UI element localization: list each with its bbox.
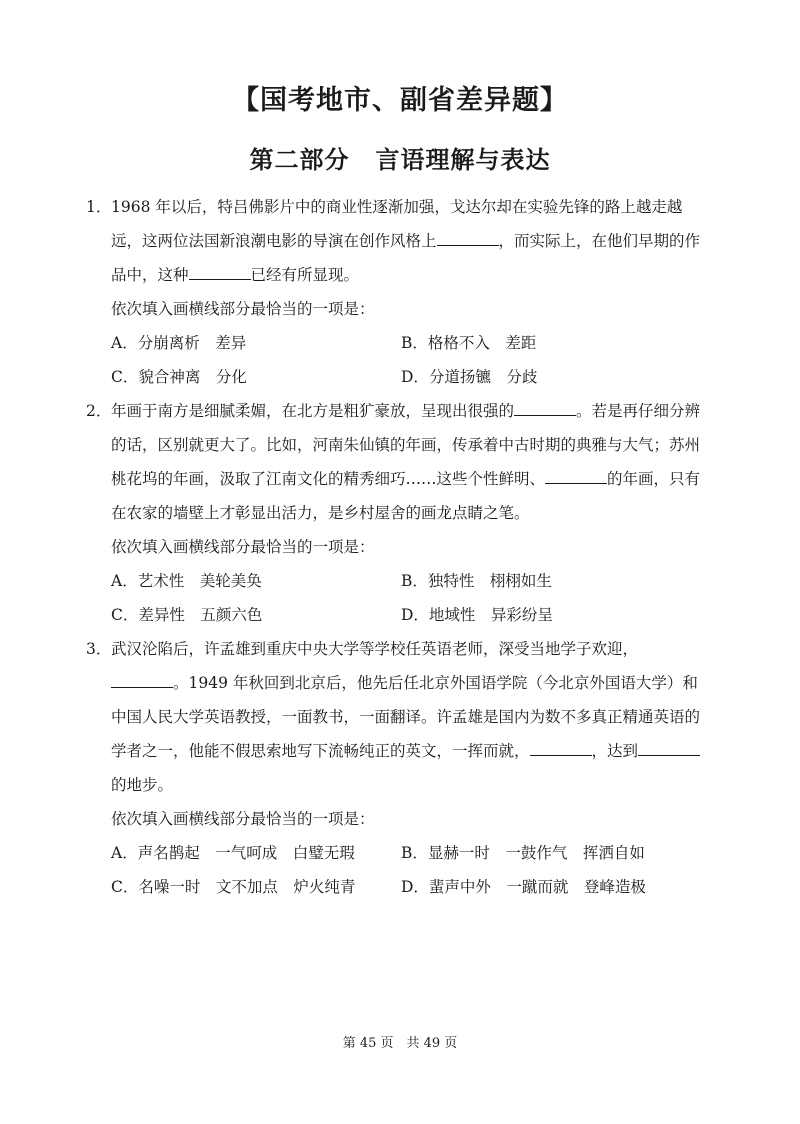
question-text: 中国人民大学英语教授，一面教书，一面翻译。许孟雄是国内为数不多真正精通英语的 — [111, 708, 701, 726]
section-heading — [0, 140, 800, 175]
answer-option-a: A．声名鹊起 一气呵成 白璧无瑕 — [111, 844, 355, 862]
answer-option-b: B．显赫一时 一鼓作气 挥洒自如 — [401, 844, 645, 862]
fill-blank — [545, 465, 607, 484]
question-text-line — [86, 700, 746, 734]
answer-options — [86, 326, 746, 394]
question-instruction: 依次填入画横线部分最恰当的一项是： — [111, 300, 375, 318]
question-text: 在农家的墙壁上才彰显出活力，是乡村屋舍的画龙点睛之笔。 — [111, 504, 530, 522]
answer-option-a: A．艺术性 美轮美奂 — [111, 572, 262, 590]
question-text-line — [86, 768, 746, 802]
question-text-line — [86, 496, 746, 530]
question-number: 2． — [86, 402, 112, 420]
question-instruction: 依次填入画横线部分最恰当的一项是： — [111, 538, 375, 556]
answer-option-d: D．蜚声中外 一蹴而就 登峰造极 — [401, 878, 646, 896]
fill-blank — [437, 227, 499, 246]
answer-option-b: B．格格不入 差距 — [401, 334, 537, 352]
question-text-line — [86, 190, 746, 224]
question-text-line — [86, 428, 746, 462]
question-list — [86, 190, 746, 904]
question-text: 年画于南方是细腻柔媚，在北方是粗犷豪放，呈现出很强的 — [111, 402, 515, 420]
fill-blank — [189, 261, 251, 280]
section-name: 言语理解与表达 — [375, 146, 551, 174]
question-text: 已经有所显现。 — [250, 266, 360, 284]
fill-blank — [638, 737, 700, 756]
answer-option-b: B．独特性 栩栩如生 — [401, 572, 552, 590]
question-text: 武汉沦陷后，许孟雄到重庆中央大学等学校任英语老师，深受当地学子欢迎， — [111, 640, 639, 658]
question-text: 品中，这种 — [111, 266, 189, 284]
question-text: 远，这两位法国新浪潮电影的导演在创作风格上 — [111, 232, 437, 250]
question-text-line — [86, 462, 746, 496]
question-number: 1． — [86, 198, 112, 216]
question-text: 学者之一，他能不假思索地写下流畅纯正的英文，一挥而就， — [111, 742, 530, 760]
question-text-line — [86, 394, 746, 428]
answer-option-d: D．分道扬镳 分歧 — [401, 368, 538, 386]
fill-blank — [111, 669, 173, 688]
question-text: 。若是再仔细分辨 — [576, 402, 701, 420]
question-text-line — [86, 632, 746, 666]
answer-options — [86, 836, 746, 904]
page-footer: 第 45 页 共 49 页 — [342, 1036, 458, 1051]
question-text: 的地步。 — [111, 776, 174, 794]
question-text-line — [86, 258, 746, 292]
page-title: 【国考地市、副省差异题】 — [232, 85, 568, 116]
answer-option-a: A．分崩离析 差异 — [111, 334, 247, 352]
question-text: 1968 年以后，特吕佛影片中的商业性逐渐加强，戈达尔却在实验先锋的路上越走越 — [111, 198, 683, 216]
fill-blank — [530, 737, 592, 756]
question-text: 的年画，只有 — [607, 470, 701, 488]
answer-option-c: C．貌合神离 分化 — [111, 368, 247, 386]
question-text-line — [86, 666, 746, 700]
fill-blank — [514, 397, 576, 416]
question-text-line — [86, 224, 746, 258]
question-3 — [86, 632, 746, 904]
question-text: 桃花坞的年画，汲取了江南文化的精秀细巧……这些个性鲜明、 — [111, 470, 546, 488]
answer-option-c: C．差异性 五颜六色 — [111, 606, 263, 624]
question-number: 3． — [86, 640, 112, 658]
question-text-line — [86, 734, 746, 768]
answer-options — [86, 564, 746, 632]
question-text: ，达到 — [591, 742, 639, 760]
question-2 — [86, 394, 746, 632]
answer-option-d: D．地域性 异彩纷呈 — [401, 606, 553, 624]
section-part: 第二部分 — [249, 146, 350, 174]
question-instruction: 依次填入画横线部分最恰当的一项是： — [111, 810, 375, 828]
question-text: 的话，区别就更大了。比如，河南朱仙镇的年画，传承着中古时期的典雅与大气；苏州 — [111, 436, 701, 454]
question-1 — [86, 190, 746, 394]
question-text: ，而实际上，在他们早期的作 — [498, 232, 701, 250]
answer-option-c: C．名噪一时 文不加点 炉火纯青 — [111, 878, 356, 896]
question-text: 。1949 年秋回到北京后，他先后任北京外国语学院（今北京外国语大学）和 — [173, 674, 698, 692]
